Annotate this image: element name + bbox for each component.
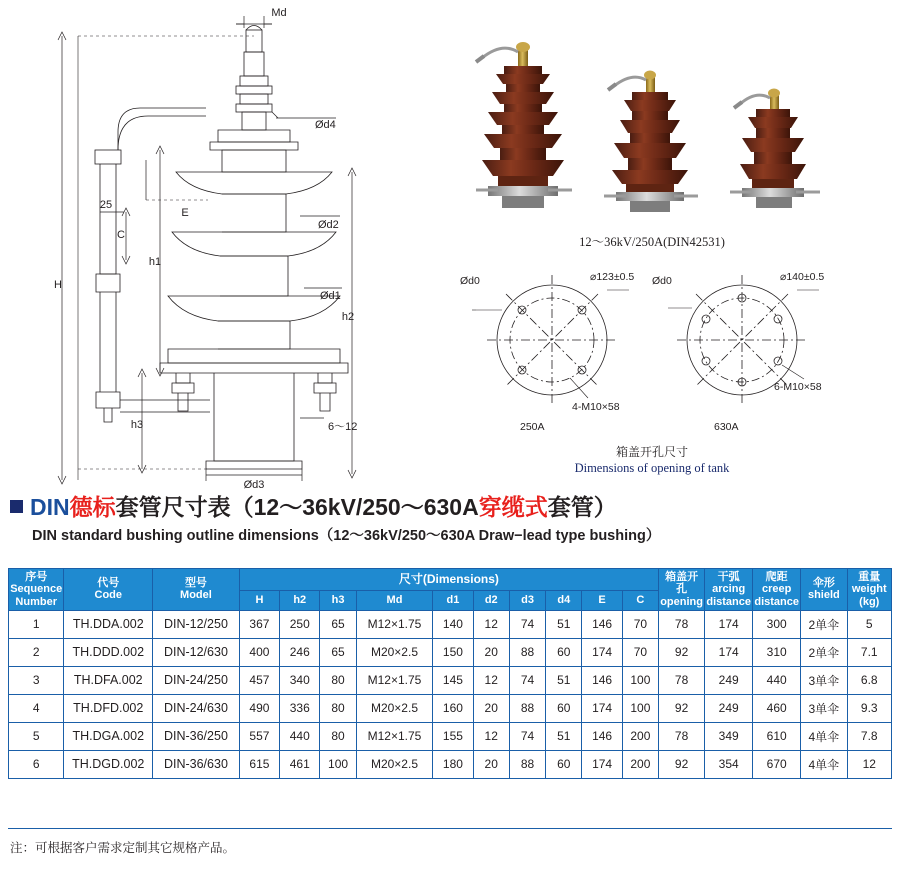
cell-d1: 180 (433, 750, 473, 778)
cell-creep: 610 (753, 722, 801, 750)
th-model-en: Model (180, 589, 212, 602)
label-6-12: 6～12 (328, 421, 358, 433)
cell-d0: 92 (659, 750, 705, 778)
cell-d1: 140 (433, 610, 473, 638)
title-debiao: 德标 (69, 494, 116, 520)
cell-shield: 2单伞 (801, 638, 847, 666)
cell-d1: 150 (433, 638, 473, 666)
cell-C: 200 (622, 722, 658, 750)
spec-table-head (9, 569, 892, 611)
cell-seq: 1 (9, 610, 64, 638)
th-d1: d1 (433, 590, 473, 610)
cell-Md: M12×1.75 (356, 722, 433, 750)
cell-h2: 461 (280, 750, 320, 778)
photo-bushing-12kv (730, 89, 820, 209)
cell-model: DIN-24/630 (153, 694, 240, 722)
cell-d4: 51 (546, 722, 582, 750)
cell-seq: 2 (9, 638, 64, 666)
label-phi-d2: Ød2 (318, 219, 339, 231)
cell-d2: 20 (473, 750, 509, 778)
cell-d4: 60 (546, 638, 582, 666)
th-arcing-cn: 干弧 (717, 571, 740, 583)
cell-E: 174 (582, 694, 622, 722)
title-block (10, 494, 895, 545)
th-H: H (239, 590, 279, 610)
cell-d4: 60 (546, 750, 582, 778)
page-title (10, 494, 895, 520)
cell-C: 200 (622, 750, 658, 778)
cell-E: 146 (582, 722, 622, 750)
cell-Md: M12×1.75 (356, 666, 433, 694)
th-dimensions: 尺寸(Dimensions) (239, 569, 658, 591)
cell-d3: 74 (509, 610, 545, 638)
table-row (9, 638, 892, 666)
cell-d2: 20 (473, 694, 509, 722)
cell-creep: 300 (753, 610, 801, 638)
cell-weight: 9.3 (847, 694, 891, 722)
th-sequence-en: Sequence Number (10, 583, 63, 608)
th-creep (753, 569, 801, 611)
cell-E: 146 (582, 610, 622, 638)
table-row (9, 666, 892, 694)
cell-d0: 92 (659, 694, 705, 722)
th-Md: Md (356, 590, 433, 610)
title-draw-lead-cn: 穿缆式 (478, 494, 548, 520)
cell-code: TH.DGD.002 (64, 750, 153, 778)
th-weight-en: weight (kg) (851, 583, 887, 608)
th-code-en: Code (94, 589, 122, 602)
cell-H: 490 (239, 694, 279, 722)
cell-h3: 80 (320, 722, 356, 750)
cell-shield: 3单伞 (801, 694, 847, 722)
th-model (153, 569, 240, 611)
cell-h1: 174 (705, 610, 753, 638)
cell-model: DIN-24/250 (153, 666, 240, 694)
tank-caption (452, 444, 852, 477)
cell-weight: 12 (847, 750, 891, 778)
th-arcing-en: arcing distance (706, 583, 751, 608)
cell-Md: M12×1.75 (356, 610, 433, 638)
tank-caption-en: Dimensions of opening of tank (574, 461, 730, 476)
cell-d4: 51 (546, 666, 582, 694)
cell-H: 400 (239, 638, 279, 666)
label-250a: 250A (520, 421, 545, 433)
cell-code: TH.DFD.002 (64, 694, 153, 722)
cell-d0: 78 (659, 722, 705, 750)
cell-h2: 246 (280, 638, 320, 666)
cell-d1: 145 (433, 666, 473, 694)
cell-d3: 74 (509, 722, 545, 750)
cell-d0: 78 (659, 666, 705, 694)
th-opening (659, 569, 705, 611)
label-h2: h2 (341, 311, 355, 323)
th-d3: d3 (509, 590, 545, 610)
th-creep-cn: 爬距 (765, 571, 788, 583)
page-subtitle: DIN standard bushing outline dimensions（12～36kV/250～630A Draw−lead type bushing） (32, 528, 661, 545)
cell-h1: 349 (705, 722, 753, 750)
th-weight-cn: 重量 (858, 571, 881, 583)
label-h1: h1 (148, 256, 162, 268)
cell-model: DIN-36/630 (153, 750, 240, 778)
cell-weight: 7.8 (847, 722, 891, 750)
cell-d4: 51 (546, 610, 582, 638)
title-main-cn: 套管尺寸表（12～36kV/250～630A (115, 494, 479, 520)
photo-bushing-36kv (476, 42, 572, 208)
th-shield-en: shield (807, 589, 840, 602)
label-h: H (54, 279, 62, 291)
cell-d1: 160 (433, 694, 473, 722)
cell-C: 100 (622, 666, 658, 694)
label-left-phi-d0: Ød0 (460, 275, 480, 287)
cell-weight: 5 (847, 610, 891, 638)
label-right-holes: 6-M10×58 (774, 381, 822, 393)
footer-note: 注：可根据客户需求定制其它规格产品。 (10, 841, 236, 855)
cell-h1: 354 (705, 750, 753, 778)
label-630a: 630A (714, 421, 739, 433)
th-sequence-cn: 序号 (25, 571, 48, 583)
label-e: E (181, 207, 189, 219)
cell-d1: 155 (433, 722, 473, 750)
tank-caption-cn: 箱盖开孔尺寸 (615, 445, 688, 459)
th-opening-cn: 箱盖开孔 (665, 571, 699, 596)
th-C: C (622, 590, 658, 610)
cell-weight: 6.8 (847, 666, 891, 694)
label-h3: h3 (130, 419, 144, 431)
th-code-cn: 代号 (97, 577, 120, 590)
label-right-phi-d0: Ød0 (652, 275, 672, 287)
th-d4: d4 (546, 590, 582, 610)
cell-creep: 460 (753, 694, 801, 722)
th-shield (801, 569, 847, 611)
cell-d2: 20 (473, 638, 509, 666)
cell-h1: 174 (705, 638, 753, 666)
cell-model: DIN-36/250 (153, 722, 240, 750)
cell-code: TH.DFA.002 (64, 666, 153, 694)
cell-creep: 440 (753, 666, 801, 694)
title-din: DIN (30, 494, 70, 520)
cell-model: DIN-12/250 (153, 610, 240, 638)
cell-d3: 88 (509, 750, 545, 778)
th-weight (847, 569, 891, 611)
tank-opening-diagrams (452, 250, 852, 450)
th-code (64, 569, 153, 611)
cell-weight: 7.1 (847, 638, 891, 666)
table-row (9, 610, 892, 638)
table-bottom-rule (8, 828, 892, 829)
bushing-outline-drawing (0, 0, 452, 490)
cell-E: 174 (582, 638, 622, 666)
cell-h2: 340 (280, 666, 320, 694)
spec-table-wrap (8, 568, 892, 779)
cell-H: 557 (239, 722, 279, 750)
label-phi-d3: Ød3 (243, 479, 265, 490)
cell-H: 457 (239, 666, 279, 694)
photo-bushing-24kv (604, 71, 698, 213)
cell-d0: 78 (659, 610, 705, 638)
cell-Md: M20×2.5 (356, 694, 433, 722)
th-shield-cn: 伞形 (812, 577, 835, 590)
cell-shield: 2单伞 (801, 610, 847, 638)
cell-h2: 336 (280, 694, 320, 722)
cell-shield: 4单伞 (801, 750, 847, 778)
cell-code: TH.DGA.002 (64, 722, 153, 750)
cell-d0: 92 (659, 638, 705, 666)
th-sequence (9, 569, 64, 611)
spec-table-body (9, 610, 892, 778)
table-row (9, 750, 892, 778)
cell-h3: 100 (320, 750, 356, 778)
cell-code: TH.DDA.002 (64, 610, 153, 638)
th-creep-en: creep distance (754, 583, 799, 608)
th-E: E (582, 590, 622, 610)
cell-h2: 250 (280, 610, 320, 638)
label-phi-d4: Ød4 (315, 119, 336, 131)
cell-model: DIN-12/630 (153, 638, 240, 666)
cell-d3: 74 (509, 666, 545, 694)
cell-d2: 12 (473, 666, 509, 694)
cell-code: TH.DDD.002 (64, 638, 153, 666)
title-square-marker (10, 500, 23, 513)
product-photos (452, 18, 852, 218)
th-d2: d2 (473, 590, 509, 610)
cell-seq: 3 (9, 666, 64, 694)
th-opening-en: opening (660, 595, 703, 608)
label-c: C (117, 229, 125, 241)
cell-E: 174 (582, 750, 622, 778)
th-model-cn: 型号 (184, 577, 207, 590)
cell-d3: 88 (509, 694, 545, 722)
cell-h3: 65 (320, 638, 356, 666)
cell-seq: 6 (9, 750, 64, 778)
cell-h1: 249 (705, 694, 753, 722)
cell-creep: 310 (753, 638, 801, 666)
label-left-holes: 4-M10×58 (572, 401, 620, 413)
cell-Md: M20×2.5 (356, 750, 433, 778)
cell-h3: 80 (320, 694, 356, 722)
cell-E: 146 (582, 666, 622, 694)
table-row (9, 694, 892, 722)
photo-caption: 12～36kV/250A(DIN42531) (579, 235, 725, 249)
label-right-circle-dim: ⌀140±0.5 (780, 271, 825, 283)
label-md: Md (271, 7, 287, 19)
cell-H: 367 (239, 610, 279, 638)
cell-h3: 80 (320, 666, 356, 694)
cell-H: 615 (239, 750, 279, 778)
cell-d2: 12 (473, 722, 509, 750)
th-h3: h3 (320, 590, 356, 610)
cell-h2: 440 (280, 722, 320, 750)
spec-table (8, 568, 892, 779)
cell-seq: 4 (9, 694, 64, 722)
cell-Md: M20×2.5 (356, 638, 433, 666)
cell-C: 70 (622, 610, 658, 638)
table-row (9, 722, 892, 750)
cell-seq: 5 (9, 722, 64, 750)
cell-creep: 670 (753, 750, 801, 778)
label-25: 25 (99, 199, 113, 211)
cell-d2: 12 (473, 610, 509, 638)
cell-shield: 4单伞 (801, 722, 847, 750)
cell-h1: 249 (705, 666, 753, 694)
cell-shield: 3单伞 (801, 666, 847, 694)
label-left-circle-dim: ⌀123±0.5 (590, 271, 635, 283)
cell-C: 70 (622, 638, 658, 666)
title-main-cn-end: 套管） (547, 494, 617, 520)
th-h2: h2 (280, 590, 320, 610)
th-arcing (705, 569, 753, 611)
label-phi-d1: Ød1 (320, 290, 341, 302)
cell-d3: 88 (509, 638, 545, 666)
cell-h3: 65 (320, 610, 356, 638)
cell-d4: 60 (546, 694, 582, 722)
cell-C: 100 (622, 694, 658, 722)
